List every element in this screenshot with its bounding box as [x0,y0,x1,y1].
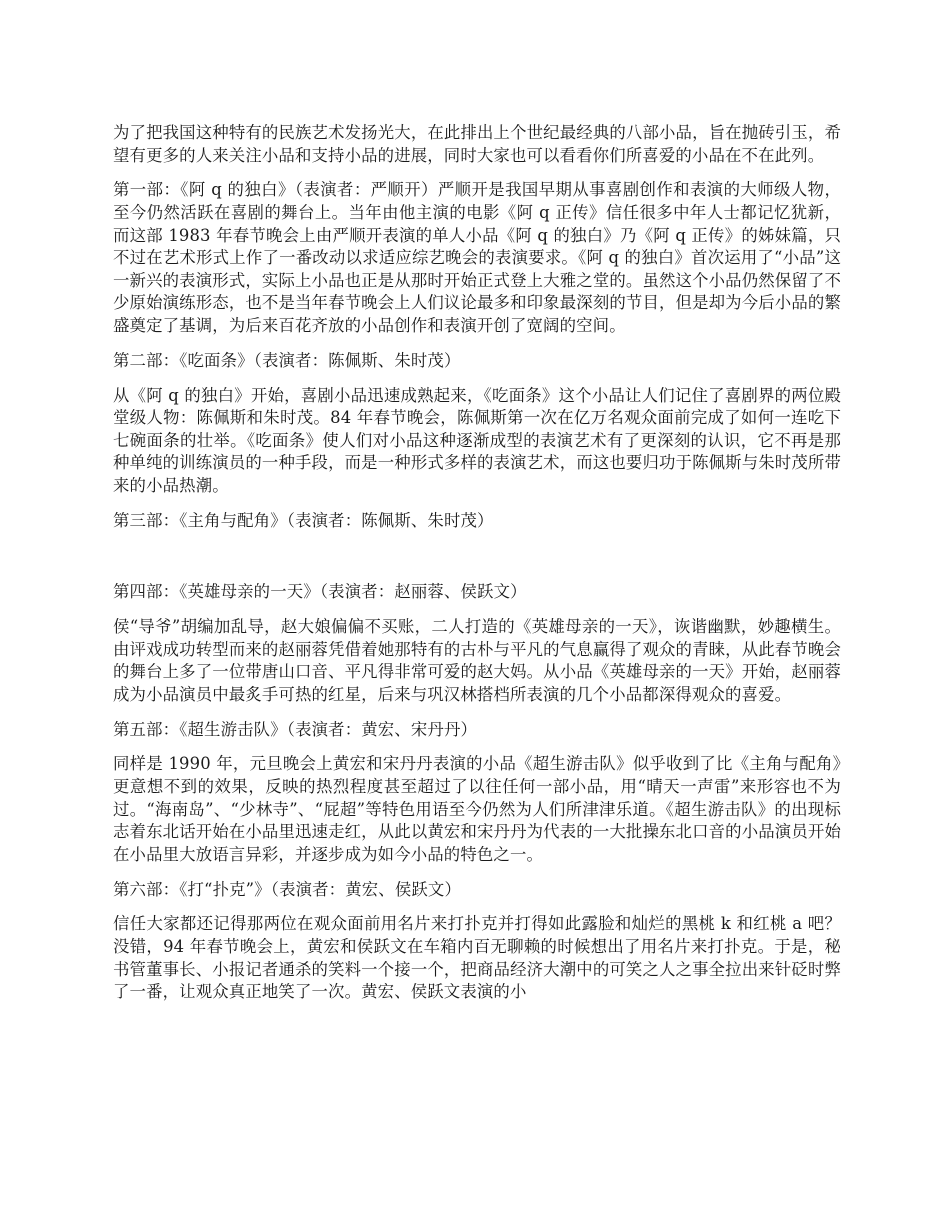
intro-paragraph: 为了把我国这种特有的民族艺术发扬光大，在此排出上个世纪最经典的八部小品，旨在抛砖引玉，希望有更多的人来关注小品和支持小品的进展，同时大家也可以看看你们所喜爱的小品在不在此列。 [113,123,841,165]
part-two-heading: 第二部：《吃面条》（表演者：陈佩斯、朱时茂） [113,350,461,370]
part-six-heading: 第六部：《打“扑克”》（表演者：黄宏、侯跃文） [113,879,462,899]
part-three-heading: 第三部：《主角与配角》（表演者：陈佩斯、朱时茂） [113,510,494,530]
part-six-paragraph: 信任大家都还记得那两位在观众面前用名片来打扑克并打得如此露脸和灿烂的黑桃 k 和红桃 a 吧？没错，94 年春节晚会上，黄宏和侯跃文在车箱内百无聊赖的时候想出了用名片来打扑克。于是，秘书管董事长、小报记者通杀的笑料一个接一个，把商品经济大潮中的可笑之人之事全拉出来针砭时弊了一番，让观众真正地笑了一次。黄宏、侯跃文表演的小 [113,914,841,1002]
part-four-paragraph: 侯“导爷”胡编加乱导，赵大娘偏偏不买账，二人打造的《英雄母亲的一天》，诙谐幽默，妙趣横生。由评戏成功转型而来的赵丽蓉凭借着她那特有的古朴与平凡的气息赢得了观众的青睐，从此春节晚会的舞台上多了一位带唐山口音、平凡得非常可爱的赵大妈。从小品《英雄母亲的一天》开始，赵丽蓉成为小品演员中最炙手可热的红星，后来与巩汉林搭档所表演的几个小品都深得观众的喜爱。 [113,617,841,704]
part-five-heading: 第五部：《超生游击队》（表演者：黄宏、宋丹丹） [113,719,478,739]
part-four-heading: 第四部：《英雄母亲的一天》（表演者：赵丽蓉、侯跃文） [113,582,527,602]
document-body [113,122,841,1016]
part-two-paragraph: 从《阿 q 的独白》开始，喜剧小品迅速成熟起来，《吃面条》这个小品让人们记住了喜剧界的两位殿堂级人物：陈佩斯和朱时茂。84 年春节晚会，陈佩斯第一次在亿万名观众面前完成了如何一连吃下七碗面条的壮举。《吃面条》使人们对小品这种逐渐成型的表演艺术有了更深刻的认识，它不再是那种单纯的训练演员的一种手段，而是一种形式多样的表演艺术，而这也要归功于陈佩斯与朱时茂所带来的小品热潮。 [113,385,841,495]
part-one-paragraph: 第一部：《阿 q 的独白》（表演者：严顺开）严顺开是我国早期从事喜剧创作和表演的大师级人物，至今仍然活跃在喜剧的舞台上。当年由他主演的电影《阿 q 正传》信任很多中年人士都记忆犹新，而这部 1983 年春节晚会上由严顺开表演的单人小品《阿 q 的独白》乃《阿 q 正传》的姊妹篇，只不过在艺术形式上作了一番改动以求适应综艺晚会的表演要求。《阿 q 的独白》首次运用了“小品”这一新兴的表演形式，实际上小品也正是从那时开始正式登上大雅之堂的。虽然这个小品仍然保留了不少原始演练形态，也不是当年春节晚会上人们议论最多和印象最深刻的节目，但是却为今后小品的繁盛奠定了基调，为后来百花齐放的小品创作和表演开创了宽阔的空间。 [113,180,841,335]
part-five-paragraph: 同样是 1990 年，元旦晚会上黄宏和宋丹丹表演的小品《超生游击队》似乎收到了比《主角与配角》更意想不到的效果，反映的热烈程度甚至超过了以往任何一部小品，用“晴天一声雷”来形容也不为过。“海南岛”、“少林寺”、“屁超”等特色用语至今仍然为人们所津津乐道。《超生游击队》的出现标志着东北话开始在小品里迅速走红，从此以黄宏和宋丹丹为代表的一大批操东北口音的小品演员开始在小品里大放语言异彩，并逐步成为如今小品的特色之一。 [113,754,841,864]
